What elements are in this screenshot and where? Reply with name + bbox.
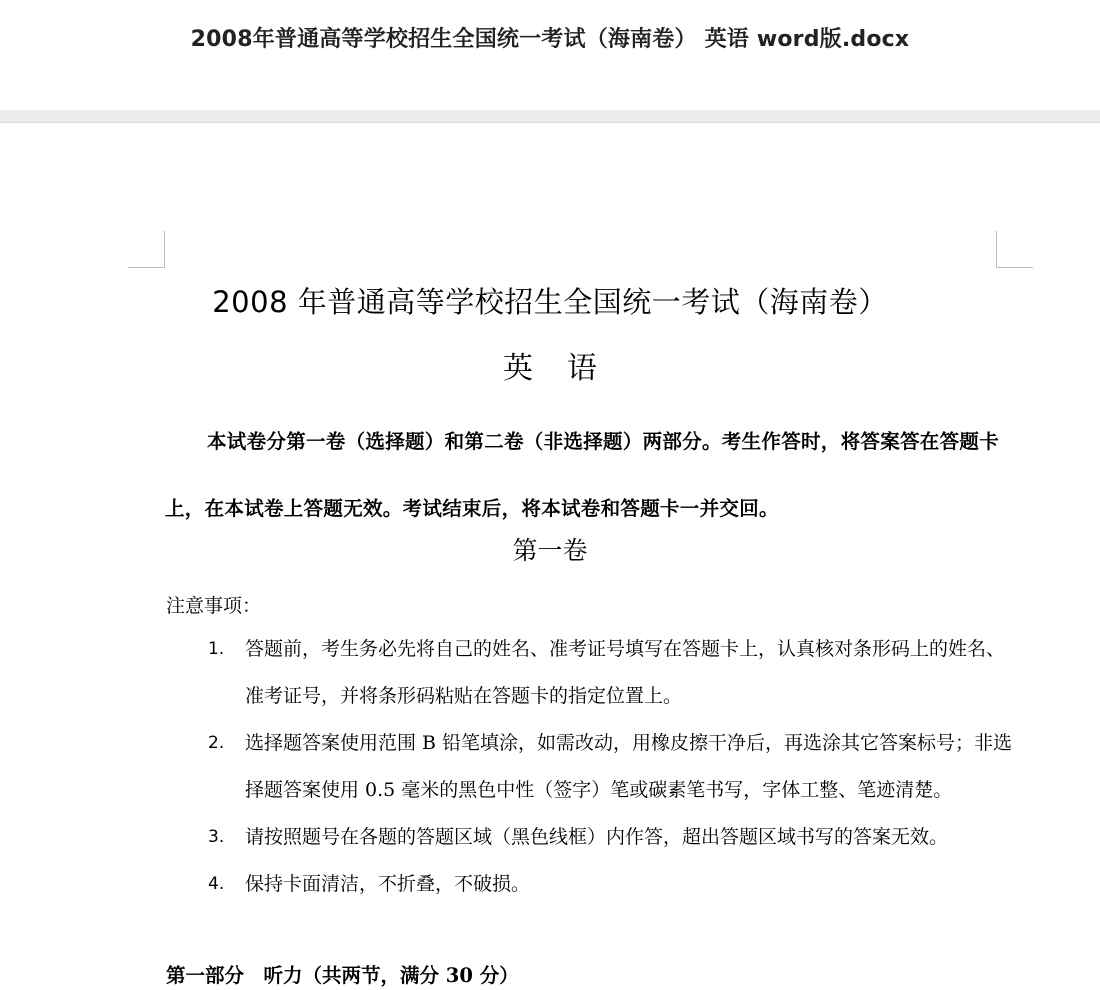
document-page[interactable] [0,123,1100,990]
note-number: 1. [208,639,225,659]
notes-heading: 注意事项： [166,595,262,617]
note-item [166,720,1016,814]
note-item [166,814,1016,861]
exam-title: 2008 年普通高等学校招生全国统一考试（海南卷） [212,285,888,319]
intro-paragraph: 本试卷分第一卷（选择题）和第二卷（非选择题）两部分。考生作答时，将答案答在答题卡上，在本试卷上答题无效。考试结束后，将本试卷和答题卡一并交回。 [165,430,1000,520]
notes-list [166,626,1016,908]
window-title-bar [0,0,1100,110]
note-number: 2. [208,733,225,753]
page-separator [0,110,1100,123]
note-text: 答题前，考生务必先将自己的姓名、准考证号填写在答题卡上，认真核对条形码上的姓名、准考证号，并将条形码粘贴在答题卡的指定位置上。 [245,638,1006,707]
note-number: 4. [208,874,225,894]
margin-corner-mark-right [996,231,1033,268]
margin-corner-mark-left [128,231,165,268]
subject-title: 英语 [503,351,631,386]
note-text: 请按照题号在各题的答题区域（黑色线框）内作答，超出答题区域书写的答案无效。 [245,826,949,848]
volume-title: 第一卷 [512,536,588,565]
part-one-heading: 第一部分 听力（共两节，满分 30 分） [166,964,519,987]
note-text: 保持卡面清洁，不折叠，不破损。 [245,873,531,895]
note-item [166,861,1016,908]
note-item [166,626,1016,720]
note-text: 选择题答案使用范围 B 铅笔填涂，如需改动，用橡皮擦干净后，再选涂其它答案标号；非选择题答案使用 0.5 毫米的黑色中性（签字）笔或碳素笔书写，字体工整、笔迹清楚。 [245,732,1013,801]
document-filename: 2008年普通高等学校招生全国统一考试（海南卷） 英语 word版.docx [190,27,910,52]
note-number: 3. [208,827,225,847]
